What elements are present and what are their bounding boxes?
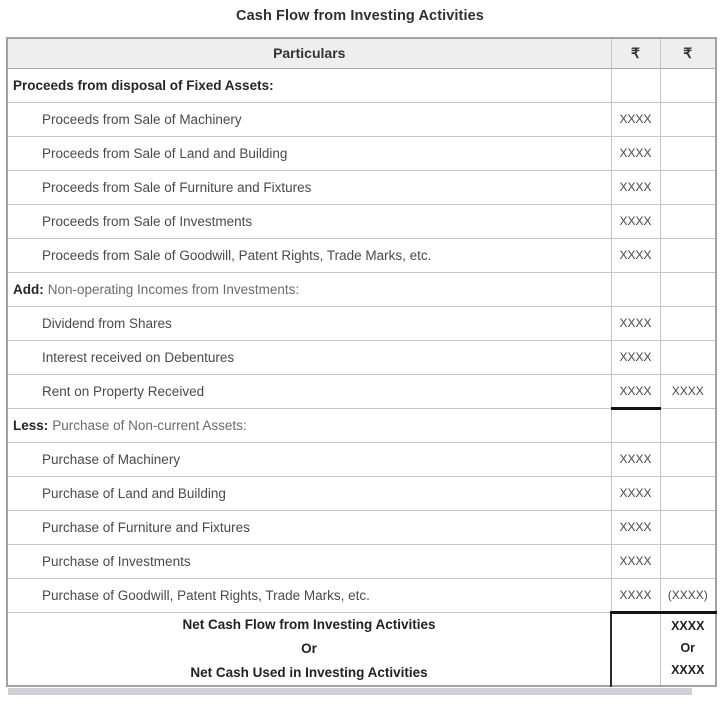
particulars-cell: Purchase of Furniture and Fixtures: [7, 510, 611, 544]
particulars-cell: Proceeds from Sale of Investments: [7, 204, 611, 238]
table-row: [7, 578, 716, 612]
amount2-cell: [660, 510, 716, 544]
table-row: [7, 170, 716, 204]
net-line-1: Net Cash Flow from Investing Activities: [182, 617, 436, 633]
net-amount-or: Or: [680, 641, 696, 656]
amount1-cell: [611, 68, 660, 102]
amount2-cell: [660, 136, 716, 170]
amount1-cell: [611, 272, 660, 306]
table-row: [7, 272, 716, 306]
amount2-cell: [660, 272, 716, 306]
particulars-cell: Purchase of Machinery: [7, 442, 611, 476]
row-label: Purchase of Non-current Assets:: [52, 417, 247, 433]
amount2-cell: [660, 408, 716, 442]
amount2-cell: [660, 238, 716, 272]
amount2-cell: [660, 170, 716, 204]
amount1-cell: XXXX: [611, 238, 660, 272]
particulars-cell: Dividend from Shares: [7, 306, 611, 340]
particulars-cell: Purchase of Land and Building: [7, 476, 611, 510]
table-row: [7, 102, 716, 136]
table-row: [7, 544, 716, 578]
amount1-cell: XXXX: [611, 510, 660, 544]
amount2-cell: [660, 102, 716, 136]
net-amount-1: XXXX: [671, 619, 705, 634]
header-particulars: Particulars: [7, 38, 611, 68]
particulars-cell: Purchase of Investments: [7, 544, 611, 578]
amount1-cell: XXXX: [611, 170, 660, 204]
particulars-cell: Proceeds from disposal of Fixed Assets:: [7, 68, 611, 102]
amount2-cell: [660, 340, 716, 374]
net-amount-cell: [660, 612, 716, 686]
amount1-cell: XXXX: [611, 136, 660, 170]
amount2-cell: (XXXX): [660, 578, 716, 612]
net-line-or: Or: [301, 640, 317, 656]
net-amount-2: XXXX: [671, 663, 705, 678]
amount2-cell: XXXX: [660, 374, 716, 408]
amount1-cell: XXXX: [611, 204, 660, 238]
amount1-cell: XXXX: [611, 544, 660, 578]
particulars-cell: Rent on Property Received: [7, 374, 611, 408]
amount2-cell: [660, 476, 716, 510]
particulars-cell: Proceeds from Sale of Machinery: [7, 102, 611, 136]
table-row: [7, 408, 716, 442]
row-prefix: Add:: [13, 281, 44, 297]
amount1-cell: XXXX: [611, 340, 660, 374]
table-row: [7, 510, 716, 544]
table-row: [7, 476, 716, 510]
table-row: [7, 204, 716, 238]
row-prefix: Less:: [13, 417, 49, 433]
amount2-cell: [660, 306, 716, 340]
table-row: [7, 238, 716, 272]
table-row: [7, 374, 716, 408]
amount1-cell: XXXX: [611, 306, 660, 340]
particulars-cell: Proceeds from Sale of Furniture and Fixtures: [7, 170, 611, 204]
amount1-cell: XXXX: [611, 578, 660, 612]
amount1-cell: [611, 612, 660, 686]
table-header-row: [7, 38, 716, 68]
table-row: [7, 68, 716, 102]
net-result-label: [7, 612, 611, 686]
amount2-cell: [660, 68, 716, 102]
amount1-cell: XXXX: [611, 374, 660, 408]
particulars-cell: Proceeds from Sale of Land and Building: [7, 136, 611, 170]
net-line-2: Net Cash Used in Investing Activities: [190, 664, 428, 680]
table-row: [7, 136, 716, 170]
particulars-cell: Purchase of Goodwill, Patent Rights, Trade Marks, etc.: [7, 578, 611, 612]
amount1-cell: [611, 408, 660, 442]
bottom-edge-strip: [8, 688, 692, 695]
amount2-cell: [660, 442, 716, 476]
table-row: [7, 442, 716, 476]
amount1-cell: XXXX: [611, 102, 660, 136]
row-label: Non-operating Incomes from Investments:: [47, 281, 300, 297]
table-row: [7, 340, 716, 374]
header-rupee-1: ₹: [611, 38, 660, 68]
amount2-cell: [660, 204, 716, 238]
header-rupee-2: ₹: [660, 38, 716, 68]
amount1-cell: XXXX: [611, 476, 660, 510]
particulars-cell: Interest received on Debentures: [7, 340, 611, 374]
particulars-cell: [7, 408, 611, 442]
particulars-cell: [7, 272, 611, 306]
table-row: [7, 306, 716, 340]
cash-flow-table: [6, 37, 717, 687]
amount1-cell: XXXX: [611, 442, 660, 476]
amount2-cell: [660, 544, 716, 578]
net-result-row: [7, 612, 716, 686]
page-title: Cash Flow from Investing Activities: [236, 8, 484, 24]
particulars-cell: Proceeds from Sale of Goodwill, Patent Rights, Trade Marks, etc.: [7, 238, 611, 272]
